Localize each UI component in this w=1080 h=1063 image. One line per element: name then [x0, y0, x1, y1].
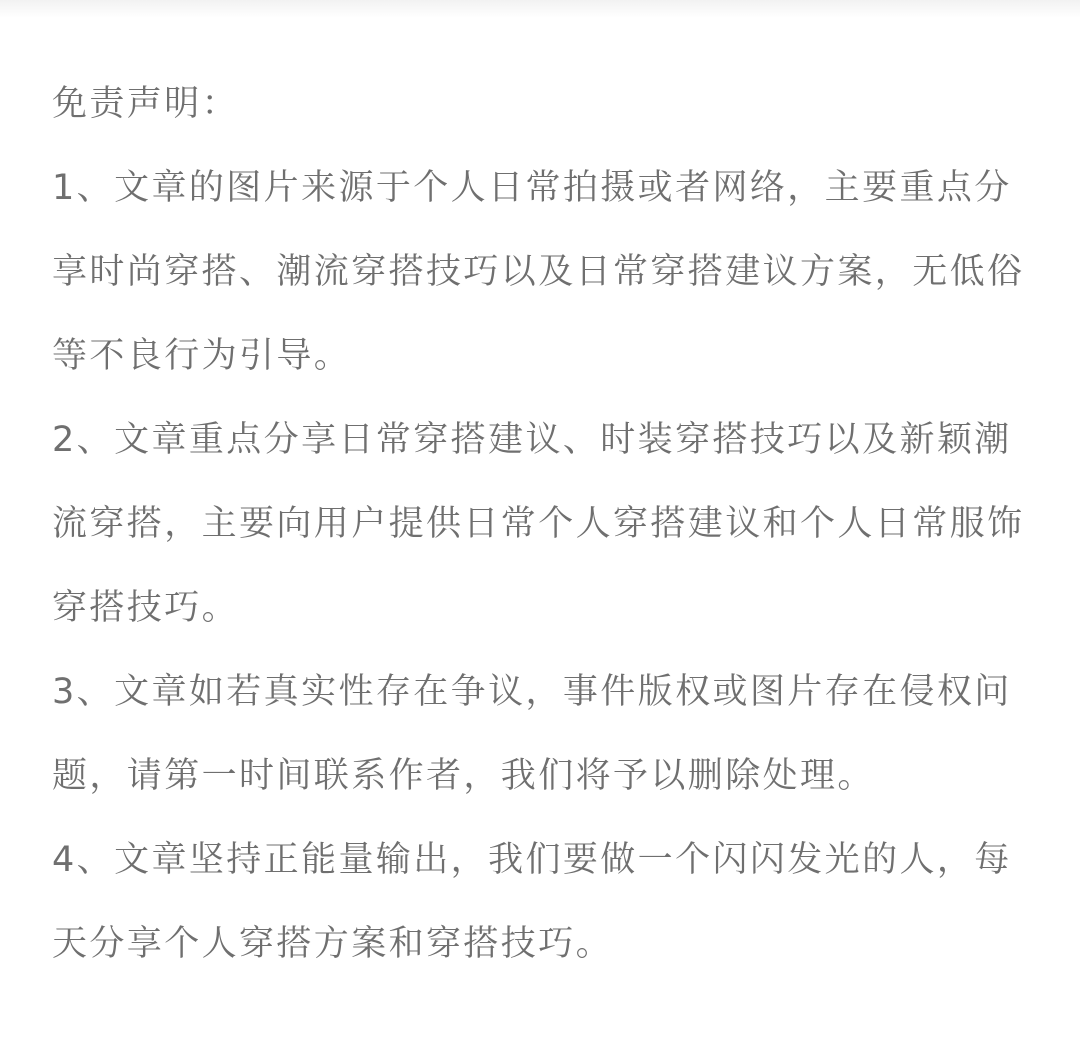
disclaimer-item-4: 4、文章坚持正能量输出，我们要做一个闪闪发光的人，每天分享个人穿搭方案和穿搭技巧。	[52, 840, 1012, 964]
disclaimer-item-1: 1、文章的图片来源于个人日常拍摄或者网络，主要重点分享时尚穿搭、潮流穿搭技巧以及日常穿搭建议方案，无低俗等不良行为引导。	[52, 168, 1025, 376]
disclaimer-item-3: 3、文章如若真实性存在争议，事件版权或图片存在侵权问题，请第一时间联系作者，我们将予以删除处理。	[52, 672, 1012, 796]
disclaimer-heading: 免责声明：	[52, 84, 240, 124]
top-gradient-band	[0, 0, 1080, 18]
disclaimer-content	[52, 62, 1037, 986]
disclaimer-item-2: 2、文章重点分享日常穿搭建议、时装穿搭技巧以及新颖潮流穿搭，主要向用户提供日常个人穿搭建议和个人日常服饰穿搭技巧。	[52, 420, 1025, 628]
